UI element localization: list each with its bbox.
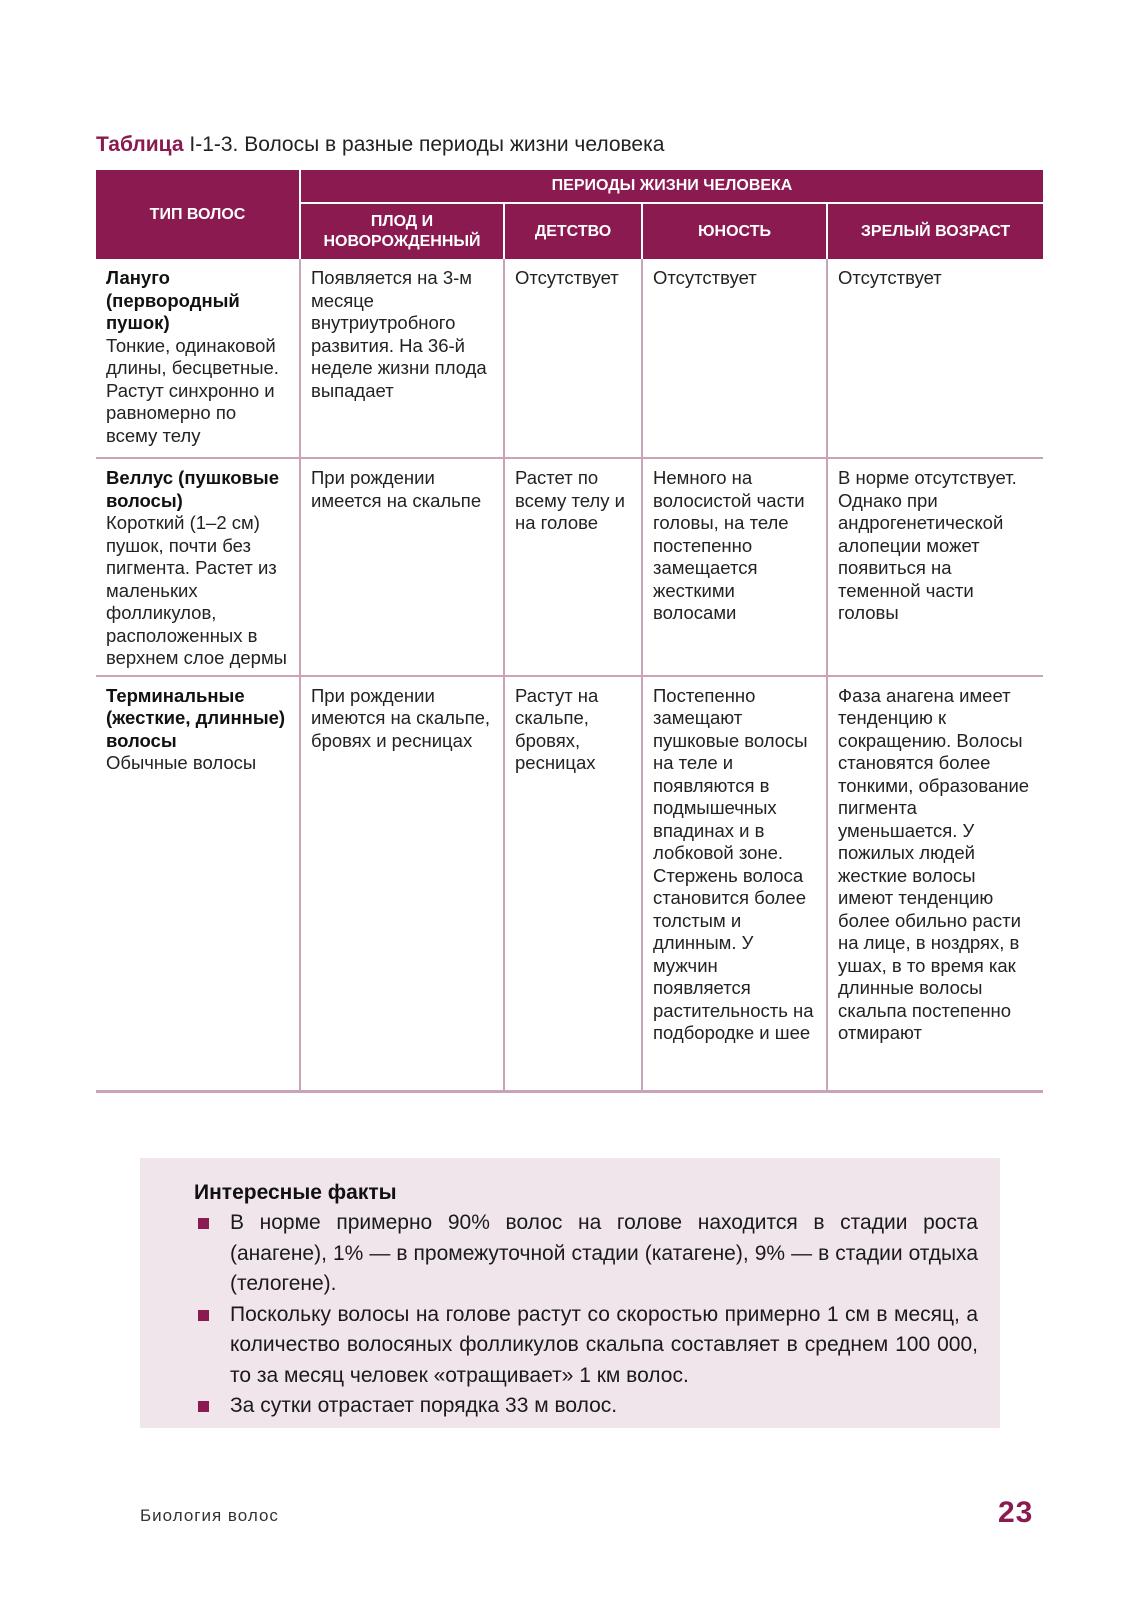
table-caption bbox=[96, 132, 664, 158]
cell-fetus: При рождении имеется на скальпе bbox=[300, 458, 504, 676]
header-hair-type: ТИП ВОЛОС bbox=[96, 170, 300, 259]
table-row-terminal bbox=[96, 676, 1043, 1092]
fact-text: За сутки отрастает порядка 33 м волос. bbox=[230, 1394, 618, 1417]
page-number: 23 bbox=[998, 1496, 1034, 1529]
square-bullet-icon bbox=[198, 1401, 209, 1412]
fact-item bbox=[194, 1208, 978, 1300]
footer-section-title: Биология волос bbox=[140, 1506, 279, 1525]
row-type-description: Короткий (1–2 см) пушок, почти без пигмента. Растет из маленьких фолликулов, расположенных в верхнем слое дермы bbox=[106, 512, 287, 668]
cell-adult: Фаза анагена имеет тенденцию к сокращению. Волосы становятся более тонкими, образование пигмента уменьшается. У пожилых людей жесткие волосы имеют тенденцию более обильно расти на лице, в ноздрях, в ушах, в то время как длинные волосы скальпа постепенно отмирают bbox=[827, 676, 1043, 1092]
cell-adult: В норме отсутствует. Однако при андрогенетической алопеции может появиться на теменной части головы bbox=[827, 458, 1043, 676]
facts-title: Интересные факты bbox=[194, 1181, 397, 1204]
row-type-cell bbox=[96, 676, 300, 1092]
header-period-youth: ЮНОСТЬ bbox=[642, 203, 827, 259]
row-type-cell bbox=[96, 259, 300, 458]
facts-list bbox=[194, 1208, 978, 1422]
table-row-lanugo bbox=[96, 259, 1043, 458]
square-bullet-icon bbox=[198, 1218, 209, 1229]
row-type-description: Обычные волосы bbox=[106, 752, 257, 773]
cell-adult: Отсутствует bbox=[827, 259, 1043, 458]
cell-youth: Немного на волосистой части головы, на теле постепенно замещается жесткими волосами bbox=[642, 458, 827, 676]
hair-periods-table bbox=[96, 170, 1043, 1093]
square-bullet-icon bbox=[198, 1310, 209, 1321]
cell-fetus: Появляется на 3-м месяце внутриутробного развития. На 36-й неделе жизни плода выпадает bbox=[300, 259, 504, 458]
cell-youth: Отсутствует bbox=[642, 259, 827, 458]
caption-label: Таблица bbox=[96, 133, 184, 156]
cell-youth: Постепенно замещают пушковые волосы на теле и появляются в подмышечных впадинах и в лобковой зоне. Стержень волоса становится более толстым и длинным. У мужчин появляется растительность на подбородке и шее bbox=[642, 676, 827, 1092]
table-row-vellus bbox=[96, 458, 1043, 676]
cell-childhood: Растет по всему телу и на голове bbox=[504, 458, 642, 676]
cell-childhood: Отсутствует bbox=[504, 259, 642, 458]
row-type-name: Лануго (первородный пушок) bbox=[106, 267, 240, 333]
cell-fetus: При рождении имеются на скальпе, бровях и ресницах bbox=[300, 676, 504, 1092]
row-type-name: Терминальные (жесткие, длинные) волосы bbox=[106, 684, 286, 751]
row-type-description: Тонкие, одинаковой длины, бесцветные. Растут синхронно и равномерно по всему телу bbox=[106, 334, 279, 446]
table-header-row bbox=[96, 170, 1043, 203]
cell-childhood: Растут на скальпе, бровях, ресницах bbox=[504, 676, 642, 1092]
header-period-adult: ЗРЕЛЫЙ ВОЗРАСТ bbox=[827, 203, 1043, 259]
row-type-name: Веллус (пушковые волосы) bbox=[106, 467, 279, 511]
fact-text: В норме примерно 90% волос на голове находится в стадии роста (анагене), 1% — в промежуточной стадии (катагене), 9% — в стадии отдыха (телогене). bbox=[230, 1211, 978, 1295]
fact-text: Поскольку волосы на голове растут со скоростью примерно 1 см в месяц, а количество волосяных фолликулов скальпа составляет в среднем 100 000, то за месяц человек «отращивает» 1 км волос. bbox=[230, 1302, 978, 1387]
caption-text: I-1-3. Волосы в разные периоды жизни человека bbox=[189, 133, 665, 156]
row-type-cell bbox=[96, 458, 300, 676]
header-period-fetus: ПЛОД И НОВОРОЖДЕННЫЙ bbox=[300, 203, 504, 259]
fact-item bbox=[194, 1391, 978, 1422]
header-life-periods: ПЕРИОДЫ ЖИЗНИ ЧЕЛОВЕКА bbox=[300, 170, 1043, 203]
header-period-childhood: ДЕТСТВО bbox=[504, 203, 642, 259]
fact-item bbox=[194, 1300, 978, 1392]
interesting-facts-box bbox=[140, 1158, 1000, 1428]
